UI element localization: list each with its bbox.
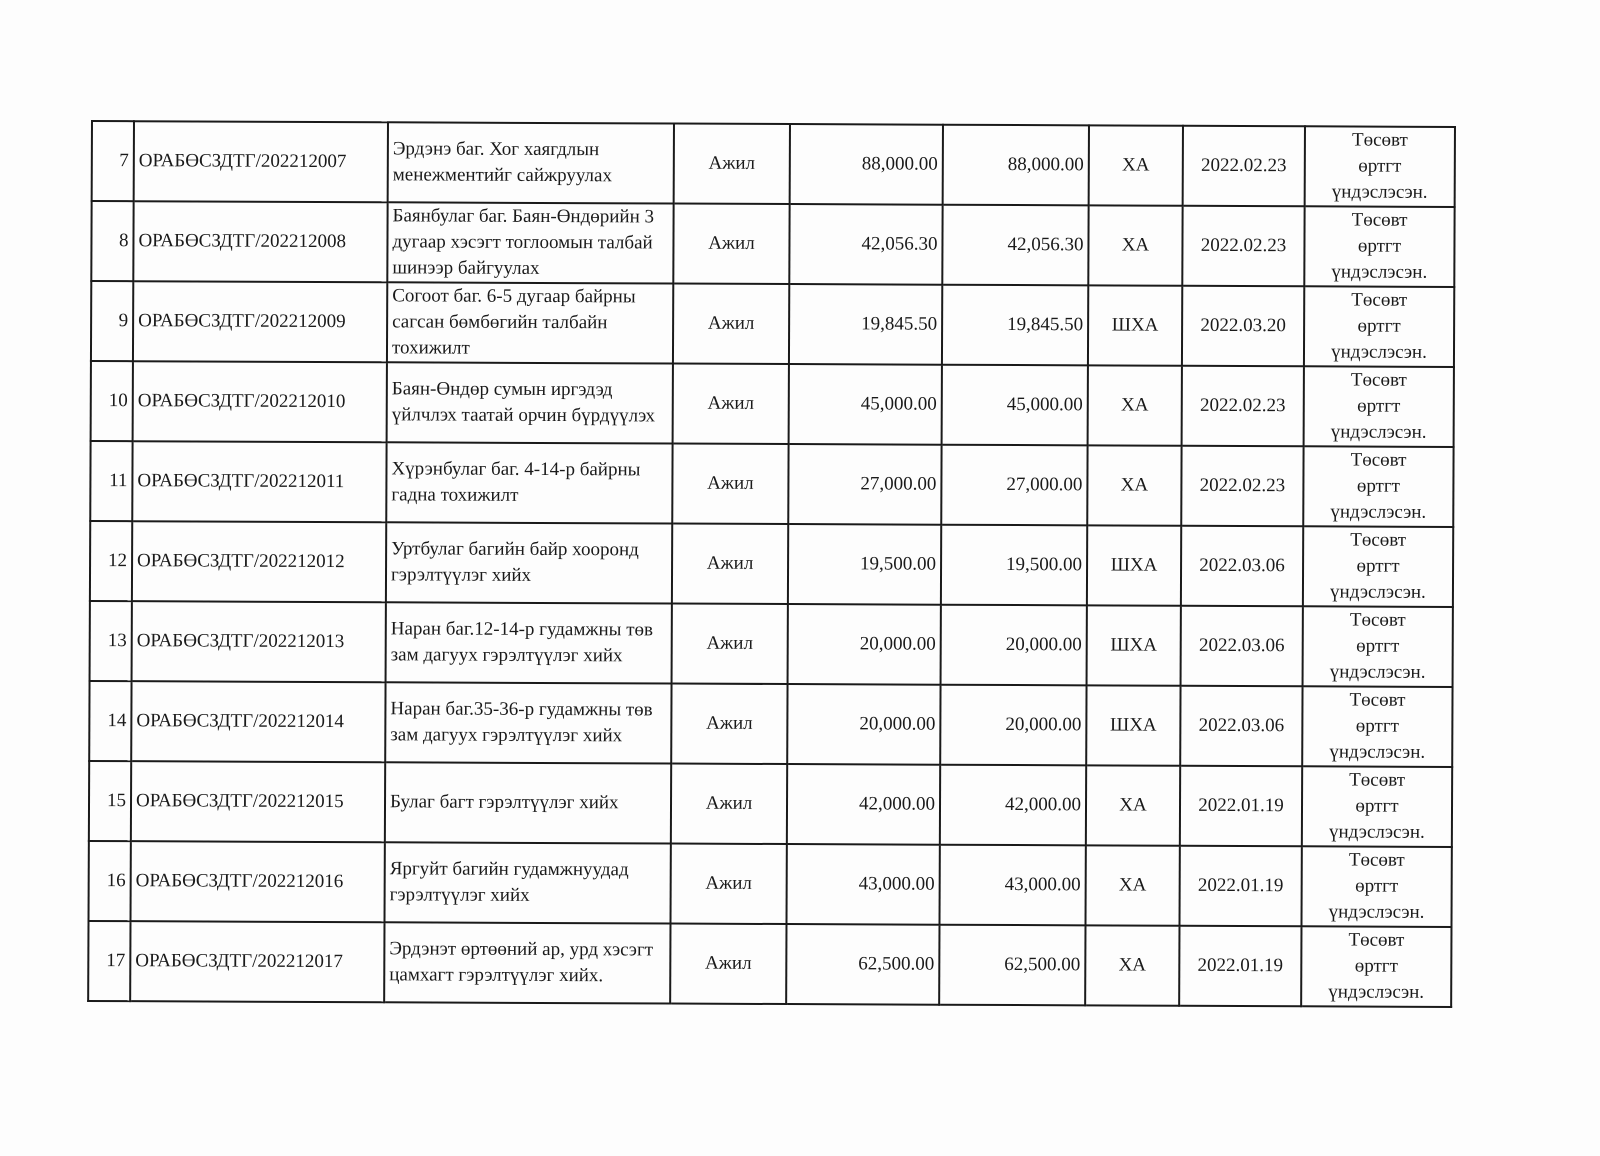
table-row: [89, 841, 1452, 927]
note-line: өртгт: [1354, 955, 1398, 977]
procurement-table: [87, 120, 1456, 1008]
estimated-cost-cell: 42,056.30: [942, 205, 1088, 286]
project-name-cell: Эрдэнэ баг. Хог хаягдлын менежментийг сайжруулах: [388, 122, 674, 203]
table-row: [91, 201, 1454, 287]
table-row: [88, 921, 1451, 1007]
date-cell: 2022.02.23: [1183, 126, 1305, 207]
note-cell: [1304, 206, 1454, 287]
note-line: үндэслэсэн.: [1328, 821, 1425, 843]
date-cell: 2022.02.23: [1182, 206, 1304, 287]
date-cell: 2022.03.06: [1180, 686, 1302, 767]
row-number-cell: 11: [90, 441, 132, 521]
project-name-cell: Яргуйт багийн гудамжнуудад гэрэлтүүлэг хийх: [385, 842, 671, 923]
procurement-type-cell: Ажил: [670, 924, 786, 1005]
procurement-code-cell: ОРАБӨСЗДТГ/202212017: [130, 921, 384, 1002]
table-row: [90, 441, 1453, 527]
table-body: [88, 121, 1455, 1007]
row-number-cell: 7: [92, 121, 134, 201]
date-cell: 2022.02.23: [1181, 446, 1303, 527]
row-number-cell: 8: [91, 201, 133, 281]
procurement-type-cell: Ажил: [672, 524, 788, 605]
estimated-cost-cell: 19,500.00: [941, 525, 1087, 606]
note-cell: [1304, 286, 1454, 367]
note-line: Төсөвт: [1348, 849, 1405, 871]
note-line: өртгт: [1355, 875, 1399, 897]
note-line: Төсөвт: [1351, 289, 1408, 311]
note-line: өртгт: [1357, 235, 1402, 257]
note-line: өртгт: [1358, 155, 1402, 177]
project-name-cell: Баян-Өндөр сумын иргэдэд үйлчлэх таатай орчин бүрдүүлэх: [387, 362, 673, 443]
note-line: үндэслэсэн.: [1331, 341, 1427, 363]
note-cell: [1303, 526, 1453, 607]
procurement-type-cell: Ажил: [670, 844, 786, 925]
note-line: үндэслэсэн.: [1331, 181, 1428, 203]
procurement-method-cell: ШХА: [1086, 685, 1180, 765]
date-cell: 2022.01.19: [1179, 926, 1301, 1007]
note-cell: [1303, 606, 1453, 687]
budget-amount-cell: 19,500.00: [788, 524, 941, 605]
table-row: [90, 601, 1453, 687]
procurement-code-cell: ОРАБӨСЗДТГ/202212014: [131, 681, 385, 762]
note-line: өртгт: [1356, 635, 1400, 657]
project-name-cell: Наран баг.12-14-р гудамжны төв зам дагуух гэрэлтүүлэг хийх: [386, 602, 672, 683]
note-line: Төсөвт: [1350, 529, 1407, 551]
note-cell: [1302, 766, 1452, 847]
budget-amount-cell: 20,000.00: [788, 604, 941, 685]
procurement-method-cell: ХА: [1085, 925, 1179, 1005]
table-row: [91, 361, 1454, 447]
note-line: Төсөвт: [1350, 449, 1407, 471]
note-line: Төсөвт: [1349, 769, 1406, 791]
procurement-method-cell: ШХА: [1088, 285, 1182, 365]
procurement-type-cell: Ажил: [672, 604, 788, 685]
note-line: үндэслэсэн.: [1330, 581, 1426, 603]
note-cell: [1304, 366, 1454, 447]
note-line: өртгт: [1356, 475, 1401, 497]
note-line: өртгт: [1355, 715, 1399, 737]
budget-amount-cell: 27,000.00: [788, 444, 941, 525]
note-line: өртгт: [1357, 395, 1401, 417]
table-row: [89, 681, 1452, 767]
date-cell: 2022.01.19: [1180, 766, 1302, 847]
procurement-type-cell: Ажил: [672, 444, 788, 525]
budget-amount-cell: 45,000.00: [789, 364, 942, 445]
project-name-cell: Уртбулаг багийн байр хооронд гэрэлтүүлэг хийх: [386, 522, 672, 603]
note-line: үндэслэсэн.: [1328, 901, 1425, 923]
row-number-cell: 17: [88, 921, 130, 1001]
project-name-cell: Согоот баг. 6-5 дугаар байрны сагсан бөмбөгийн талбайн тохижилт: [387, 282, 673, 363]
procurement-code-cell: ОРАБӨСЗДТГ/202212010: [133, 361, 387, 442]
procurement-code-cell: ОРАБӨСЗДТГ/202212016: [131, 841, 385, 922]
procurement-type-cell: Ажил: [673, 284, 789, 365]
procurement-code-cell: ОРАБӨСЗДТГ/202212013: [132, 601, 386, 682]
row-number-cell: 13: [90, 601, 132, 681]
row-number-cell: 9: [91, 281, 133, 361]
budget-amount-cell: 42,056.30: [789, 204, 942, 285]
procurement-type-cell: Ажил: [671, 684, 787, 765]
estimated-cost-cell: 62,500.00: [939, 925, 1085, 1006]
procurement-method-cell: ШХА: [1087, 525, 1181, 605]
project-name-cell: Булаг багт гэрэлтүүлэг хийх: [385, 762, 671, 843]
row-number-cell: 15: [89, 761, 131, 841]
budget-amount-cell: 19,845.50: [789, 284, 942, 365]
budget-amount-cell: 20,000.00: [787, 684, 940, 765]
estimated-cost-cell: 19,845.50: [942, 285, 1088, 366]
date-cell: 2022.01.19: [1179, 846, 1301, 927]
note-line: Төсөвт: [1351, 129, 1408, 151]
procurement-code-cell: ОРАБӨСЗДТГ/202212012: [132, 521, 386, 602]
project-name-cell: Баянбулаг баг. Баян-Өндөрийн 3 дугаар хэсэгт тоглоомын талбай шинээр байгуулах: [387, 202, 673, 283]
procurement-method-cell: ХА: [1088, 205, 1182, 285]
row-number-cell: 10: [91, 361, 133, 441]
estimated-cost-cell: 45,000.00: [942, 365, 1088, 446]
row-number-cell: 16: [89, 841, 131, 921]
budget-amount-cell: 88,000.00: [790, 124, 943, 205]
procurement-code-cell: ОРАБӨСЗДТГ/202212011: [132, 441, 386, 522]
date-cell: 2022.03.20: [1182, 286, 1304, 367]
procurement-method-cell: ХА: [1086, 765, 1180, 845]
date-cell: 2022.03.06: [1181, 526, 1303, 607]
date-cell: 2022.03.06: [1181, 606, 1303, 687]
note-line: үндэслэсэн.: [1330, 501, 1427, 523]
project-name-cell: Хүрэнбулаг баг. 4-14-р байрны гадна тохижилт: [386, 442, 672, 523]
note-line: Төсөвт: [1349, 609, 1406, 631]
procurement-type-cell: Ажил: [674, 124, 790, 205]
note-line: Төсөвт: [1348, 929, 1405, 951]
table-row: [92, 121, 1455, 207]
date-cell: 2022.02.23: [1182, 366, 1304, 447]
estimated-cost-cell: 20,000.00: [940, 685, 1086, 766]
note-line: Төсөвт: [1349, 689, 1406, 711]
procurement-code-cell: ОРАБӨСЗДТГ/202212007: [134, 121, 388, 202]
note-cell: [1305, 126, 1455, 207]
project-name-cell: Наран баг.35-36-р гудамжны төв зам дагуух гэрэлтүүлэг хийх: [385, 682, 671, 763]
note-line: үндэслэсэн.: [1330, 421, 1427, 443]
note-cell: [1301, 846, 1451, 927]
procurement-method-cell: ШХА: [1087, 605, 1181, 685]
table-row: [89, 761, 1452, 847]
procurement-code-cell: ОРАБӨСЗДТГ/202212008: [133, 201, 387, 282]
procurement-code-cell: ОРАБӨСЗДТГ/202212015: [131, 761, 385, 842]
note-cell: [1302, 686, 1452, 767]
procurement-code-cell: ОРАБӨСЗДТГ/202212009: [133, 281, 387, 362]
procurement-method-cell: ХА: [1089, 125, 1183, 205]
table-row: [90, 521, 1453, 607]
estimated-cost-cell: 20,000.00: [941, 605, 1087, 686]
estimated-cost-cell: 88,000.00: [943, 125, 1089, 206]
estimated-cost-cell: 43,000.00: [939, 845, 1085, 926]
procurement-method-cell: ХА: [1085, 845, 1179, 925]
note-line: үндэслэсэн.: [1331, 261, 1428, 283]
procurement-method-cell: ХА: [1087, 445, 1181, 525]
note-cell: [1301, 926, 1451, 1007]
note-line: өртгт: [1357, 315, 1401, 337]
budget-amount-cell: 43,000.00: [786, 844, 939, 925]
note-line: Төсөвт: [1351, 209, 1408, 231]
procurement-type-cell: Ажил: [673, 204, 789, 285]
budget-amount-cell: 42,000.00: [787, 764, 940, 845]
procurement-type-cell: Ажил: [673, 364, 789, 445]
procurement-method-cell: ХА: [1088, 365, 1182, 445]
procurement-type-cell: Ажил: [671, 764, 787, 845]
budget-amount-cell: 62,500.00: [786, 924, 939, 1005]
note-cell: [1303, 446, 1453, 527]
note-line: Төсөвт: [1350, 369, 1407, 391]
note-line: өртгт: [1356, 555, 1400, 577]
estimated-cost-cell: 27,000.00: [941, 445, 1087, 526]
table-row: [91, 281, 1454, 367]
project-name-cell: Эрдэнэт өртөөний ар, урд хэсэгт цамхагт гэрэлтүүлэг хийх.: [384, 922, 670, 1003]
note-line: үндэслэсэн.: [1329, 741, 1426, 763]
note-line: өртгт: [1355, 795, 1399, 817]
note-line: үндэслэсэн.: [1328, 981, 1425, 1003]
row-number-cell: 12: [90, 521, 132, 601]
row-number-cell: 14: [89, 681, 131, 761]
estimated-cost-cell: 42,000.00: [940, 765, 1086, 846]
note-line: үндэслэсэн.: [1329, 661, 1426, 683]
